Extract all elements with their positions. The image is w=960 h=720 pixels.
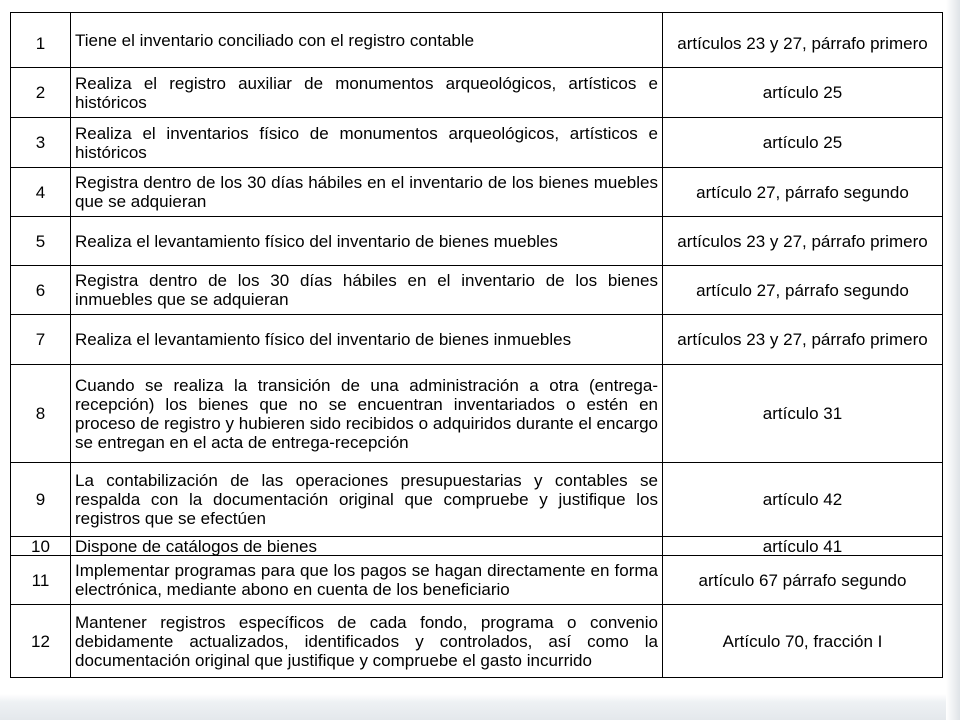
table-row <box>11 168 943 217</box>
row-description: Registra dentro de los 30 días hábiles en el inventario de los bienes muebles que se adquieran <box>71 168 663 217</box>
row-legal-reference: artículos 23 y 27, párrafo primero <box>663 13 943 68</box>
row-description: Tiene el inventario conciliado con el registro contable <box>71 13 663 68</box>
table-row <box>11 605 943 678</box>
table-row <box>11 556 943 605</box>
row-legal-reference: artículo 42 <box>663 463 943 537</box>
row-description: Realiza el levantamiento físico del inventario de bienes muebles <box>71 217 663 266</box>
row-number: 12 <box>11 605 71 678</box>
row-number: 4 <box>11 168 71 217</box>
row-legal-reference: artículo 67 párrafo segundo <box>663 556 943 605</box>
checklist-table <box>10 12 943 678</box>
checklist-table-container <box>10 12 942 678</box>
table-row <box>11 463 943 537</box>
row-description: La contabilización de las operaciones presupuestarias y contables se respalda con la documentación original que compruebe y justifique los registros que se efectúen <box>71 463 663 537</box>
row-legal-reference: artículo 27, párrafo segundo <box>663 266 943 315</box>
row-legal-reference: artículo 25 <box>663 68 943 118</box>
table-row <box>11 537 943 556</box>
row-description: Realiza el levantamiento físico del inventario de bienes inmuebles <box>71 315 663 365</box>
table-row <box>11 118 943 168</box>
row-number: 5 <box>11 217 71 266</box>
row-number: 11 <box>11 556 71 605</box>
row-legal-reference: artículo 25 <box>663 118 943 168</box>
table-row <box>11 217 943 266</box>
row-number: 1 <box>11 13 71 68</box>
row-legal-reference: artículos 23 y 27, párrafo primero <box>663 217 943 266</box>
row-description: Mantener registros específicos de cada fondo, programa o convenio debidamente actualizados, identificados y controlados, así como la documentación original que justifique y compruebe el gasto incurrido <box>71 605 663 678</box>
table-row <box>11 13 943 68</box>
row-legal-reference: artículos 23 y 27, párrafo primero <box>663 315 943 365</box>
table-row <box>11 365 943 463</box>
row-description: Dispone de catálogos de bienes <box>71 537 663 556</box>
row-description: Implementar programas para que los pagos se hagan directamente en forma electrónica, mediante abono en cuenta de los beneficiario <box>71 556 663 605</box>
row-legal-reference: artículo 41 <box>663 537 943 556</box>
row-number: 9 <box>11 463 71 537</box>
row-number: 8 <box>11 365 71 463</box>
page-edge-shadow <box>946 0 960 720</box>
row-number: 2 <box>11 68 71 118</box>
row-description: Registra dentro de los 30 días hábiles en el inventario de los bienes inmuebles que se adquieran <box>71 266 663 315</box>
table-row <box>11 315 943 365</box>
row-description: Realiza el registro auxiliar de monumentos arqueológicos, artísticos e históricos <box>71 68 663 118</box>
row-legal-reference: artículo 31 <box>663 365 943 463</box>
row-description: Realiza el inventarios físico de monumentos arqueológicos, artísticos e históricos <box>71 118 663 168</box>
row-number: 7 <box>11 315 71 365</box>
table-row <box>11 266 943 315</box>
row-number: 3 <box>11 118 71 168</box>
row-legal-reference: Artículo 70, fracción I <box>663 605 943 678</box>
row-number: 6 <box>11 266 71 315</box>
table-row <box>11 68 943 118</box>
row-description: Cuando se realiza la transición de una administración a otra (entrega-recepción) los bienes que no se encuentran inventariados o estén en proceso de registro y hubieren sido recibidos o adquiridos durante el encargo se entregan en el acta de entrega-recepción <box>71 365 663 463</box>
row-legal-reference: artículo 27, párrafo segundo <box>663 168 943 217</box>
row-number: 10 <box>11 537 71 556</box>
